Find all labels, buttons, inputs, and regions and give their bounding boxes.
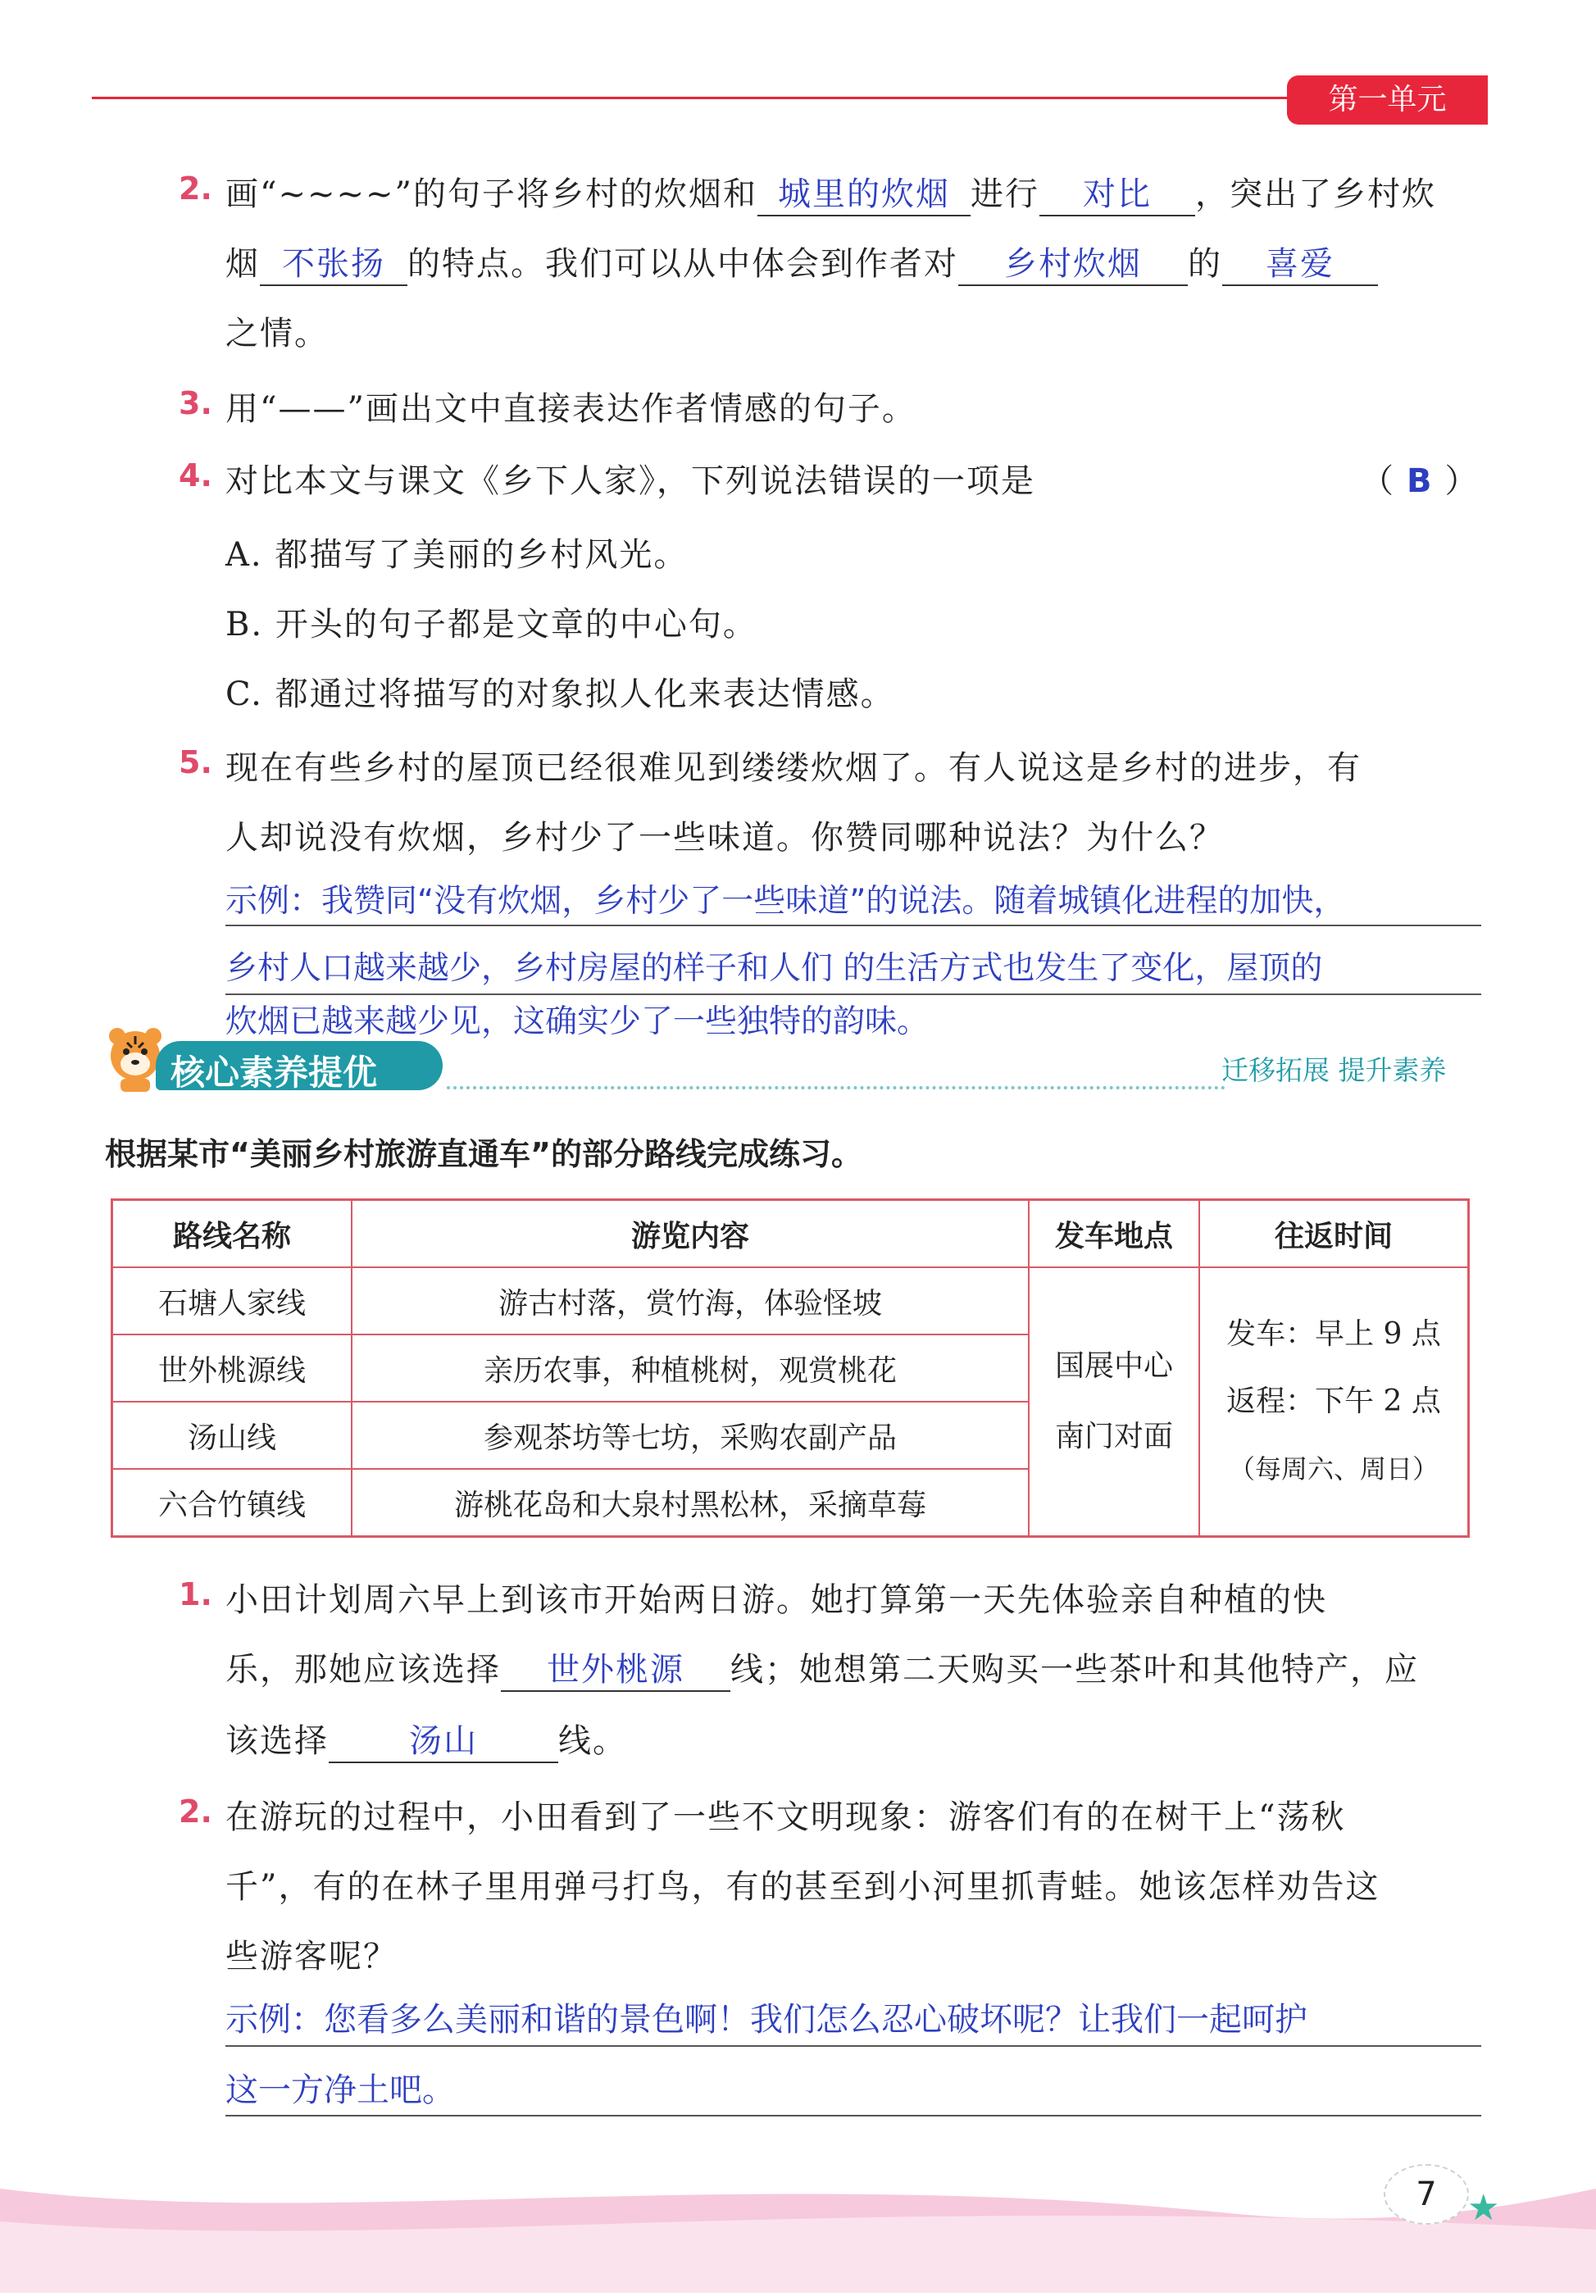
answer-rule [225, 993, 1481, 995]
q4-option-b: B. 开头的句子都是文章的中心句。 [225, 606, 757, 643]
q3-text: 用“——”画出文中直接表达作者情感的句子。 [225, 390, 916, 428]
section-subtitle: 迁移拓展 提升素养 [1221, 1054, 1447, 1086]
route-name-cell: 石塘人家线 [112, 1267, 352, 1334]
table-header-row [112, 1200, 1469, 1268]
star-icon: ★ [1467, 2187, 1500, 2229]
route-name-cell: 汤山线 [112, 1402, 352, 1469]
p2-line-2: 千”，有的在林子里用弹弓打鸟，有的甚至到小河里抓青蛙。她该怎样劝告这 [225, 1868, 1380, 1906]
section-title: 核心素养提优 [171, 1053, 378, 1093]
p2-line-1: 在游玩的过程中，小田看到了一些不文明现象：游客们有的在树干上“荡秋 [225, 1798, 1346, 1836]
q2-line-1: 画“~~~~”的句子将乡村的炊烟和 城里的炊烟 进行 对比 ，突出了乡村炊 [225, 168, 1436, 216]
answer-rule [225, 2045, 1481, 2047]
route-name-cell: 六合竹镇线 [112, 1469, 352, 1537]
column-header: 游览内容 [352, 1200, 1029, 1268]
q4-option-a: A. 都描写了美丽的乡村风光。 [225, 536, 689, 574]
q5-answer-line-1: 示例：我赞同“没有炊烟，乡村少了一些味道”的说法。随着城镇化进程的加快， [225, 883, 1346, 920]
column-header: 往返时间 [1199, 1200, 1469, 1268]
departure-location-cell: 国展中心 南门对面 [1029, 1267, 1199, 1537]
answer-blank[interactable]: 城里的炊烟 [757, 168, 971, 216]
footer-decoration [0, 2156, 1596, 2293]
p2-line-3: 些游客呢？ [225, 1938, 398, 1975]
answer-rule [225, 925, 1481, 926]
answer-blank[interactable]: 世外桃源 [501, 1644, 730, 1692]
column-header: 路线名称 [112, 1200, 352, 1268]
route-content-cell: 游古村落，赏竹海，体验怪坡 [352, 1267, 1029, 1334]
answer-blank[interactable]: 对比 [1039, 168, 1195, 216]
section-dotted-rule [447, 1086, 1225, 1089]
question-number: 3. [179, 385, 212, 421]
q2-line-2: 烟 不张扬 的特点。我们可以从中体会到作者对 乡村炊烟 的 喜爱 [225, 238, 1378, 286]
route-table [111, 1198, 1470, 1538]
q5-line-1: 现在有些乡村的屋顶已经很难见到缕缕炊烟了。有人说这是乡村的进步，有 [225, 749, 1362, 787]
q4-text: 对比本文与课文《乡下人家》，下列说法错误的一项是 [225, 462, 1035, 500]
schedule-cell: 发车：早上 9 点 返程：下午 2 点 （每周六、周日） [1199, 1267, 1469, 1537]
route-content-cell: 游桃花岛和大泉村黑松林，采摘草莓 [352, 1469, 1029, 1537]
p2-answer-line-2: 这一方净土吧。 [225, 2071, 455, 2109]
answer-blank[interactable]: 不张扬 [260, 238, 407, 286]
question-number: 2. [179, 170, 212, 207]
p1-line-3: 该选择 汤山 线。 [225, 1715, 627, 1763]
section-title-bar [156, 1041, 443, 1093]
route-content-cell: 参观茶坊等七坊，采购农副产品 [352, 1402, 1029, 1469]
answer-rule [225, 2115, 1481, 2116]
answer-blank[interactable]: 喜爱 [1222, 238, 1378, 286]
unit-tab [1287, 75, 1488, 125]
q5-line-2: 人却说没有炊烟，乡村少了一些味道。你赞同哪种说法？为什么？ [225, 819, 1224, 857]
unit-label: 第一单元 [1328, 83, 1447, 116]
p2-answer-line-1: 示例：您看多么美丽和谐的景色啊！我们怎么忍心破坏呢？让我们一起呵护 [225, 2001, 1307, 2039]
exercise-intro: 根据某市“美丽乡村旅游直通车”的部分路线完成练习。 [105, 1136, 862, 1172]
route-content-cell: 亲历农事，种植桃树，观赏桃花 [352, 1334, 1029, 1402]
q4-option-c: C. 都通过将描写的对象拟人化来表达情感。 [225, 675, 895, 713]
q5-answer-line-3: 炊烟已越来越少见，这确实少了一些独特的韵味。 [225, 1003, 930, 1040]
route-name-cell: 世外桃源线 [112, 1334, 352, 1402]
table-row [112, 1267, 1469, 1334]
page-number: 7 [1416, 2176, 1437, 2213]
p1-line-2: 乐，那她应该选择 世外桃源 线；她想第二天购买一些茶叶和其他特产，应 [225, 1644, 1419, 1692]
page-number-badge [1384, 2164, 1469, 2225]
p1-line-1: 小田计划周六早上到该市开始两日游。她打算第一天先体验亲自种植的快 [225, 1581, 1327, 1619]
answer-blank[interactable]: 乡村炊烟 [958, 238, 1188, 286]
q2-line-3: 之情。 [225, 315, 329, 352]
question-number: 4. [179, 457, 212, 493]
q5-answer-line-2: 乡村人口越来越少，乡村房屋的样子和人们 的生活方式也发生了变化，屋顶的 [225, 950, 1323, 987]
question-number: 2. [179, 1794, 212, 1830]
answer-blank[interactable]: 汤山 [329, 1715, 558, 1763]
column-header: 发车地点 [1029, 1200, 1199, 1268]
question-number: 1. [179, 1576, 212, 1612]
header-rule [92, 97, 1297, 99]
q4-answer: B [1407, 462, 1434, 500]
question-number: 5. [179, 744, 212, 780]
q4-answer-paren: （ B ） [1361, 462, 1480, 500]
